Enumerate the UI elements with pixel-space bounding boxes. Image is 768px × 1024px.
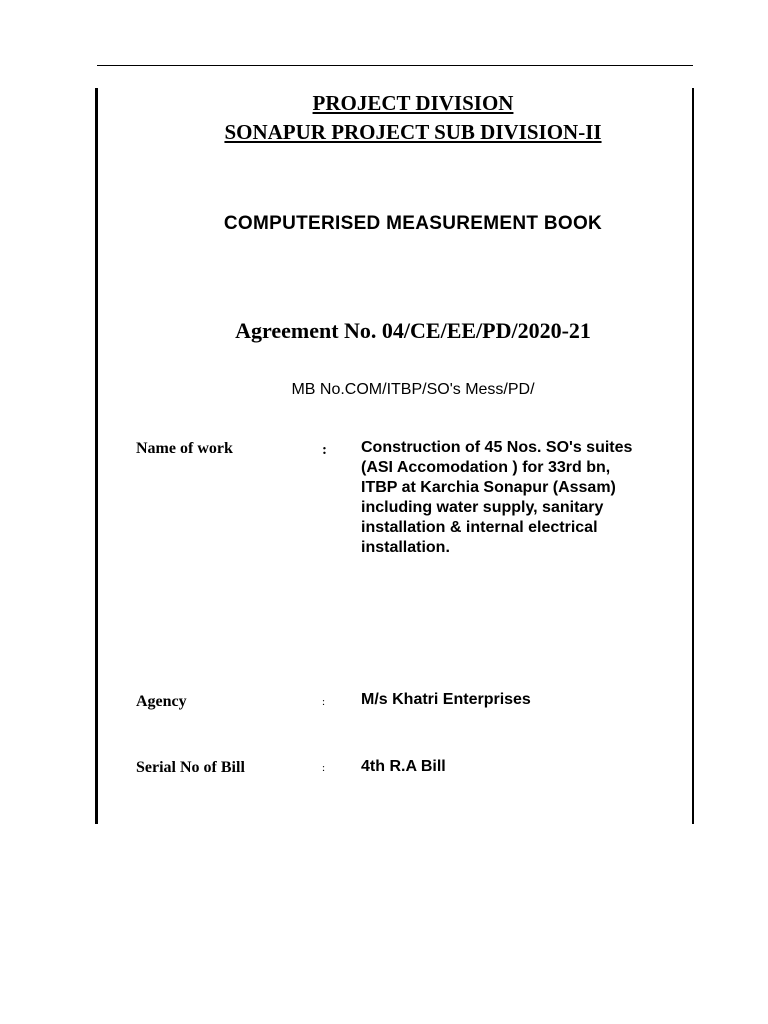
serial-no-label: Serial No of Bill <box>136 759 245 776</box>
mb-number: MB No.COM/ITBP/SO's Mess/PD/ <box>291 381 535 398</box>
name-of-work-colon: : <box>322 442 327 458</box>
agency-label: Agency <box>136 693 187 710</box>
work-line: Construction of 45 Nos. SO's suites <box>361 439 633 456</box>
work-line: (ASI Accomodation ) for 33rd bn, <box>361 459 611 476</box>
left-border-line <box>95 88 98 824</box>
book-title: COMPUTERISED MEASUREMENT BOOK <box>223 213 603 234</box>
serial-no-value: 4th R.A Bill <box>361 758 446 775</box>
agency-colon: : <box>322 696 326 708</box>
agency-value: M/s Khatri Enterprises <box>361 691 531 708</box>
work-line: ITBP at Karchia Sonapur (Assam) <box>361 479 616 496</box>
name-of-work-label: Name of work <box>136 440 233 457</box>
subdivision-title: SONAPUR PROJECT SUB DIVISION-II <box>224 120 602 144</box>
work-line: installation. <box>361 539 450 556</box>
agreement-number: Agreement No. 04/CE/EE/PD/2020-21 <box>235 318 591 343</box>
right-border-line <box>692 88 694 824</box>
work-line: installation & internal electrical <box>361 519 598 536</box>
serial-no-colon: : <box>322 762 326 774</box>
work-line: including water supply, sanitary <box>361 499 604 516</box>
top-horizontal-rule <box>97 65 693 66</box>
division-title: PROJECT DIVISION <box>312 91 514 115</box>
name-of-work-value <box>361 438 691 558</box>
